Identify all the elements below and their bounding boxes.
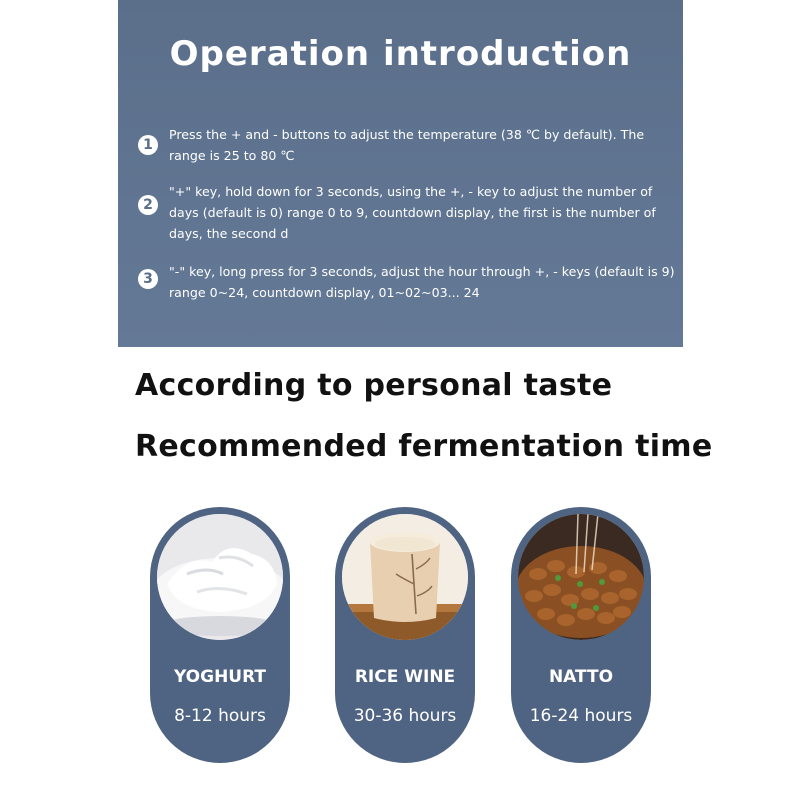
heading-fermentation-time: Recommended fermentation time xyxy=(135,429,713,464)
product-card-yoghurt xyxy=(150,507,290,763)
rice-wine-photo xyxy=(342,514,468,640)
natto-photo xyxy=(518,514,644,640)
operation-panel xyxy=(118,0,683,347)
step-number-2: 2 xyxy=(138,195,158,215)
panel-title: Operation introduction xyxy=(169,34,632,74)
product-hours-natto: 16-24 hours xyxy=(529,706,633,726)
step-text-1: Press the + and - buttons to adjust the temperature (38 ℃ by default). The range is 25 to 80 ℃ xyxy=(169,127,645,163)
product-name-rice-wine: RICE WINE xyxy=(354,667,456,687)
natto-image xyxy=(518,514,644,640)
heading-personal-taste: According to personal taste xyxy=(135,368,613,403)
product-card-natto xyxy=(511,507,651,763)
step-number-1: 1 xyxy=(138,135,158,155)
product-name-yoghurt: YOGHURT xyxy=(173,667,267,687)
step-text-2: "+" key, hold down for 3 seconds, using the +, - key to adjust the number of days (default is 0) range 0 to 9, countdown display, the first is the number of days, the second d xyxy=(169,184,656,241)
product-hours-yoghurt: 8-12 hours xyxy=(174,706,266,726)
step-text-3: "-" key, long press for 3 seconds, adjust the hour through +, - keys (default is 9) range 0~24, countdown display, 01~02~03... 24 xyxy=(169,264,675,300)
yoghurt-photo xyxy=(157,514,283,640)
product-hours-rice-wine: 30-36 hours xyxy=(353,706,457,726)
yoghurt-image xyxy=(157,514,283,640)
product-name-natto: NATTO xyxy=(548,667,614,687)
product-card-rice-wine xyxy=(335,507,475,763)
step-number-3: 3 xyxy=(138,269,158,289)
rice-wine-image xyxy=(342,514,468,640)
